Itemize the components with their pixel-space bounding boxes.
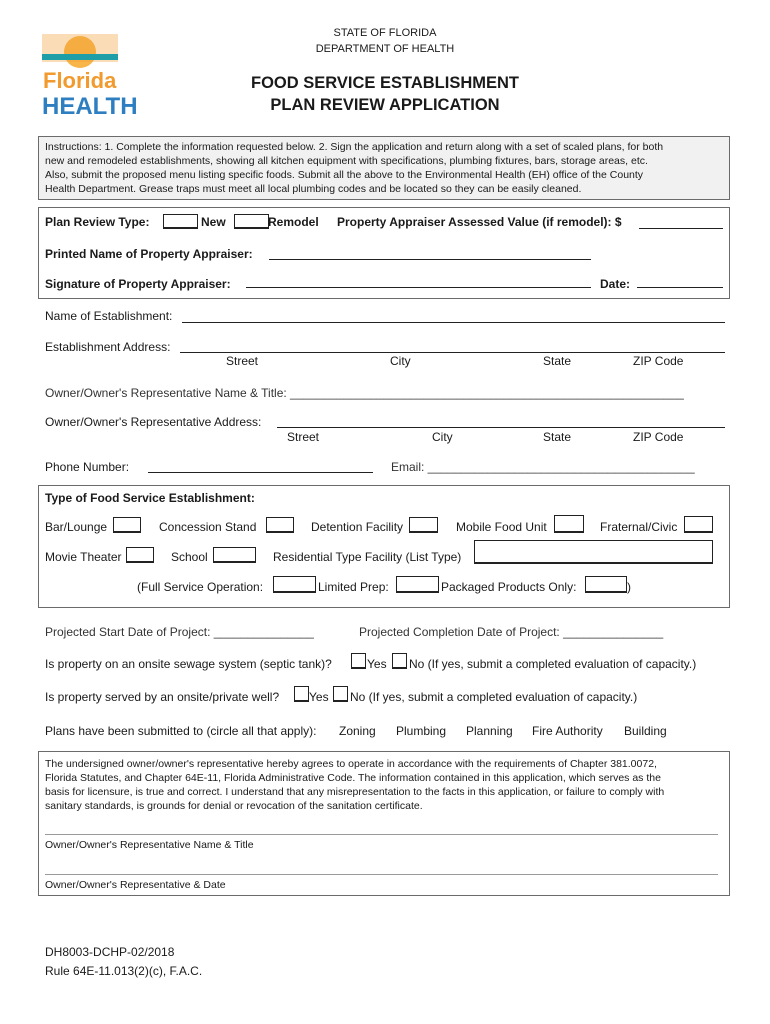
option-zoning[interactable]: Zoning [339, 724, 376, 738]
sewage-yes-label: Yes [367, 657, 387, 671]
form-title-line1: FOOD SERVICE ESTABLISHMENT [251, 74, 519, 92]
well-no-label: No (If yes, submit a completed evaluation of capacity.) [350, 690, 638, 704]
owner-signature-date-caption: Owner/Owner's Representative & Date [45, 879, 226, 891]
movie-theater-label: Movie Theater [45, 550, 122, 564]
option-planning[interactable]: Planning [466, 724, 513, 738]
well-question: Is property served by an onsite/private well? [45, 690, 280, 704]
zip-caption: ZIP Code [633, 354, 684, 368]
attestation-text [45, 757, 725, 813]
sewage-question: Is property on an onsite sewage system (septic tank)? [45, 657, 332, 671]
projected-completion-field[interactable]: Projected Completion Date of Project: _______________ [359, 625, 664, 639]
signature-appraiser-field[interactable] [246, 287, 591, 288]
attestation-line: basis for licensure, is true and correct. I understand that any misrepresentation to the facts in this application, or failure to comply with [45, 786, 665, 798]
rule-reference: Rule 64E-11.013(2)(c), F.A.C. [45, 964, 203, 978]
printed-name-appraiser-field[interactable] [269, 259, 591, 260]
option-fire-authority[interactable]: Fire Authority [532, 724, 603, 738]
closing-paren: ) [627, 580, 631, 594]
residential-facility-label: Residential Type Facility (List Type) [273, 550, 462, 564]
instructions-box [38, 136, 730, 200]
signature-appraiser-label: Signature of Property Appraiser: [45, 277, 231, 291]
school-label: School [171, 550, 208, 564]
attestation-line: Florida Statutes, and Chapter 64E-11, Florida Administrative Code. The information contained in this application, which serves as the [45, 772, 661, 784]
detention-facility-checkbox[interactable] [409, 517, 438, 533]
full-service-label: (Full Service Operation: [137, 580, 264, 594]
mobile-food-unit-checkbox[interactable] [554, 515, 584, 533]
plan-review-type-label: Plan Review Type: [45, 215, 150, 229]
owner-name-title-field[interactable]: Owner/Owner's Representative Name & Title: ___________________________________________________________ [45, 386, 684, 400]
well-yes-checkbox[interactable] [294, 686, 309, 702]
new-checkbox[interactable] [163, 214, 198, 229]
concession-stand-label: Concession Stand [159, 520, 257, 534]
movie-theater-checkbox[interactable] [126, 547, 154, 563]
owner-signature-date-line[interactable] [45, 874, 718, 875]
svg-text:HEALTH: HEALTH [42, 93, 138, 120]
plans-submitted-label: Plans have been submitted to (circle all that apply): [45, 724, 317, 738]
residential-type-field[interactable] [474, 540, 713, 564]
form-number: DH8003-DCHP-02/2018 [45, 945, 175, 959]
owner-street-caption: Street [287, 430, 320, 444]
establishment-address-label: Establishment Address: [45, 340, 171, 354]
sewage-yes-checkbox[interactable] [351, 653, 366, 669]
instructions-line: new and remodeled establishments, showing all kitchen equipment with specifications, plumbing fixtures, bars, storage areas, etc. [45, 155, 648, 167]
remodel-checkbox[interactable] [234, 214, 269, 229]
state-caption: State [543, 354, 572, 368]
instructions-line: Also, submit the proposed menu listing specific foods. Submit all the above to the Environmental Health (EH) office of the County [45, 169, 644, 181]
establishment-name-field[interactable] [182, 322, 725, 323]
phone-number-field[interactable] [148, 472, 373, 473]
concession-stand-checkbox[interactable] [266, 517, 294, 533]
packaged-products-label: Packaged Products Only: [441, 580, 577, 594]
mobile-food-unit-label: Mobile Food Unit [456, 520, 547, 534]
instructions-line: Instructions: 1. Complete the information requested below. 2. Sign the application and return along with a set of scaled plans, for both [45, 141, 664, 153]
sewage-no-label: No (If yes, submit a completed evaluation of capacity.) [409, 657, 697, 671]
owner-city-caption: City [432, 430, 453, 444]
new-label: New [201, 215, 226, 229]
attestation-line: The undersigned owner/owner's representative hereby agrees to operate in accordance with the requirements of Chapter 381.0072, [45, 758, 657, 770]
owner-address-field[interactable] [277, 427, 725, 428]
bar-lounge-checkbox[interactable] [113, 517, 141, 533]
fraternal-civic-checkbox[interactable] [684, 516, 713, 533]
owner-address-label: Owner/Owner's Representative Address: [45, 415, 262, 429]
form-title-line2: PLAN REVIEW APPLICATION [270, 96, 500, 114]
full-service-checkbox[interactable] [273, 576, 316, 593]
owner-zip-caption: ZIP Code [633, 430, 684, 444]
instructions-line: Health Department. Grease traps must meet all local plumbing codes and be located so they can be easily cleaned. [45, 183, 582, 195]
packaged-products-checkbox[interactable] [585, 576, 627, 593]
detention-facility-label: Detention Facility [311, 520, 404, 534]
limited-prep-label: Limited Prep: [318, 580, 389, 594]
attestation-line: sanitary standards, is grounds for denial or revocation of the sanitation certificate. [45, 800, 423, 812]
phone-number-label: Phone Number: [45, 460, 130, 474]
establishment-name-label: Name of Establishment: [45, 309, 173, 323]
establishment-type-heading: Type of Food Service Establishment: [45, 491, 255, 505]
street-caption: Street [226, 354, 259, 368]
fraternal-civic-label: Fraternal/Civic [600, 520, 678, 534]
limited-prep-checkbox[interactable] [396, 576, 439, 593]
department-label: DEPARTMENT OF HEALTH [315, 43, 455, 55]
city-caption: City [390, 354, 411, 368]
owner-name-signature-line[interactable] [45, 834, 718, 835]
assessed-value-field[interactable] [639, 228, 723, 229]
printed-name-appraiser-label: Printed Name of Property Appraiser: [45, 247, 253, 261]
state-label: STATE OF FLORIDA [333, 27, 437, 39]
date-field[interactable] [637, 287, 723, 288]
owner-name-title-caption: Owner/Owner's Representative Name & Title [45, 839, 254, 851]
email-field[interactable]: Email: ________________________________________ [391, 460, 695, 474]
establishment-address-field[interactable] [180, 352, 725, 353]
well-yes-label: Yes [309, 690, 329, 704]
svg-text:Florida: Florida [43, 68, 117, 93]
sewage-no-checkbox[interactable] [392, 653, 407, 669]
well-no-checkbox[interactable] [333, 686, 348, 702]
option-building[interactable]: Building [624, 724, 667, 738]
bar-lounge-label: Bar/Lounge [45, 520, 108, 534]
school-checkbox[interactable] [213, 547, 256, 563]
assessed-value-label: Property Appraiser Assessed Value (if remodel): $ [337, 215, 622, 229]
option-plumbing[interactable]: Plumbing [396, 724, 447, 738]
remodel-label: Remodel [268, 215, 319, 229]
owner-state-caption: State [543, 430, 572, 444]
projected-start-field[interactable]: Projected Start Date of Project: _______________ [45, 625, 314, 639]
date-label: Date: [600, 277, 631, 291]
